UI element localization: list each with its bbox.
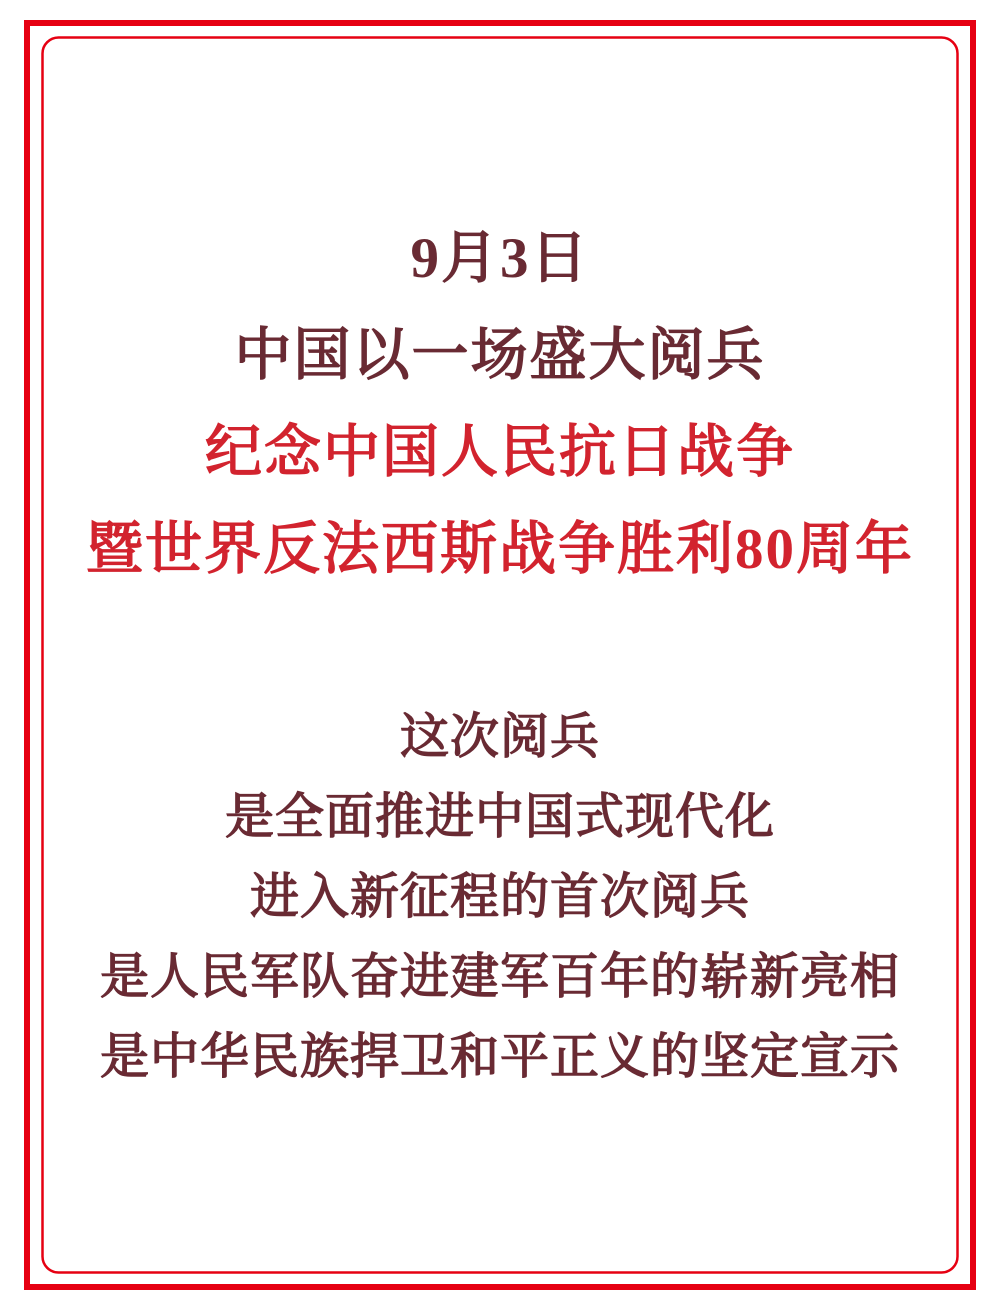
header-line-anniversary: 暨世界反法西斯战争胜利80周年 (86, 518, 914, 581)
header-line-parade: 中国以一场盛大阅兵 (234, 324, 766, 387)
header-line-commemorate: 纪念中国人民抗日战争 (205, 421, 795, 484)
body-text-block (0, 697, 1000, 1097)
header-text-block (0, 210, 1000, 598)
body-line-4: 是人民军队奋进建军百年的崭新亮相 (99, 949, 900, 1004)
body-line-5: 是中华民族捍卫和平正义的坚定宣示 (99, 1029, 900, 1084)
header-line-date: 9月3日 (410, 227, 590, 290)
body-line-1: 这次阅兵 (399, 709, 600, 764)
body-line-3: 进入新征程的首次阅兵 (249, 869, 750, 924)
body-line-2: 是全面推进中国式现代化 (224, 789, 775, 844)
